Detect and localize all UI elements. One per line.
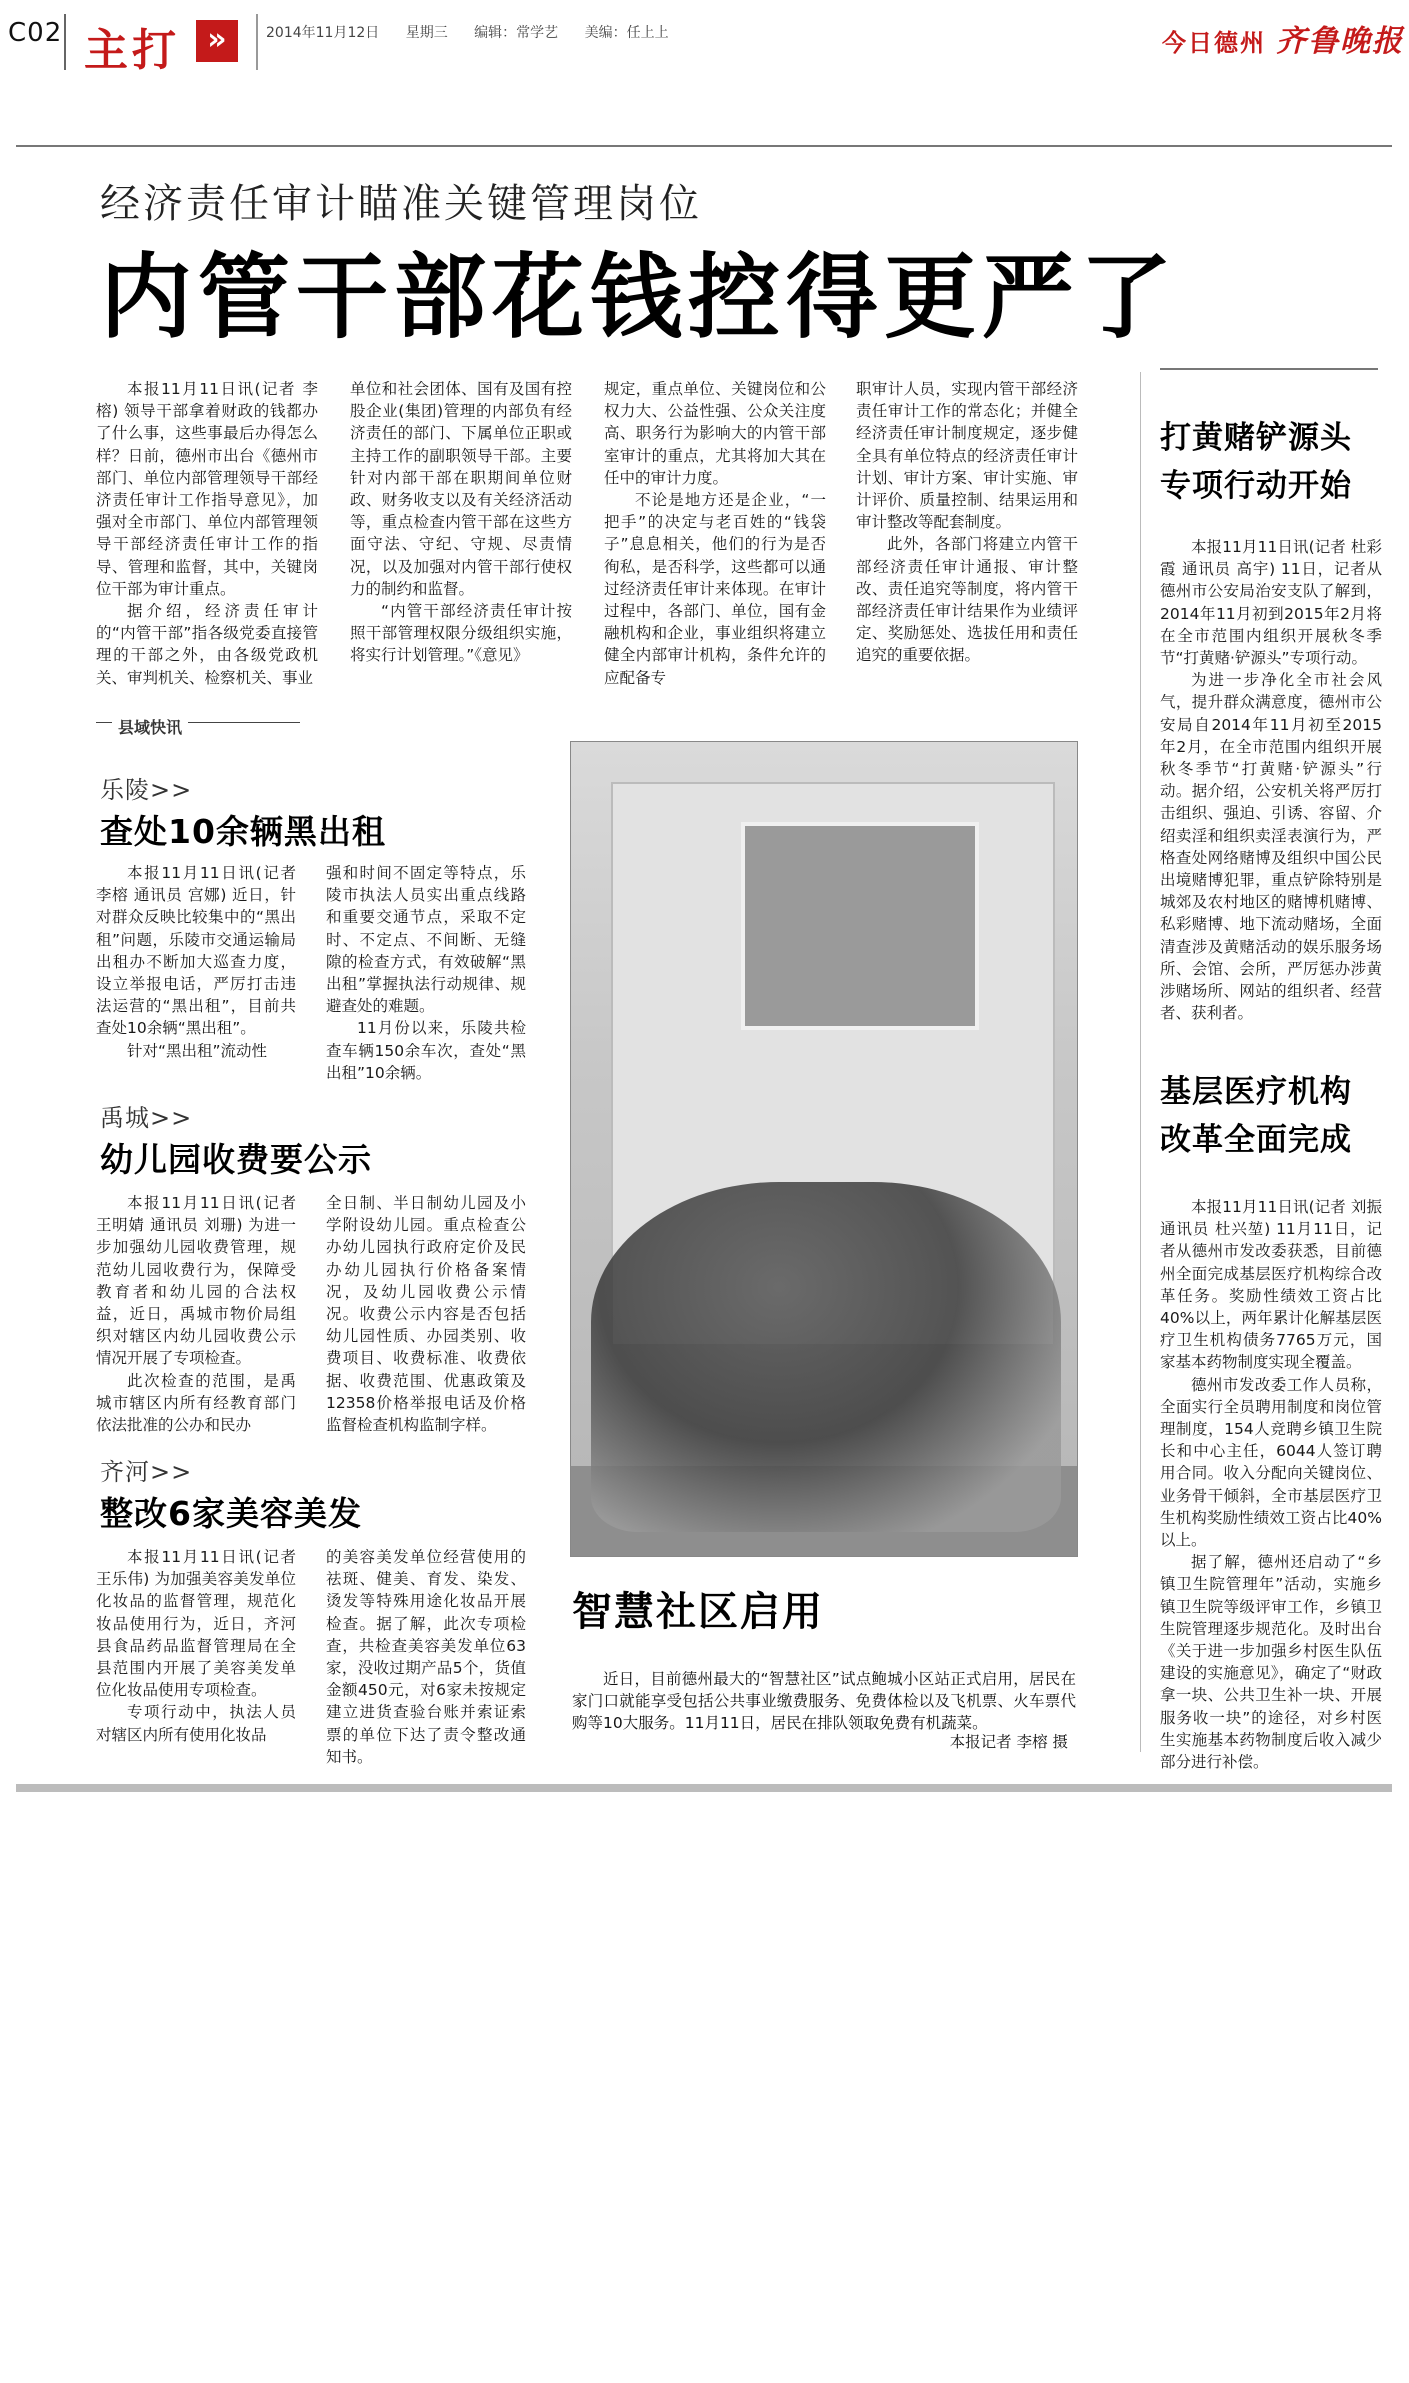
county-item-col-2 bbox=[326, 862, 526, 1084]
county-item-col-2 bbox=[326, 1546, 526, 1768]
county-paragraph: 专项行动中，执法人员对辖区内所有使用化妆品 bbox=[96, 1703, 296, 1744]
sidebar-story-1 bbox=[1160, 536, 1382, 1024]
newspaper-logo: 齐鲁晚报 bbox=[1276, 24, 1404, 59]
photo-caption-text: 近日，目前德州最大的“智慧社区”试点鲍城小区站正式启用，居民在家门口就能享受包括公共事业缴费服务、免费体检以及飞机票、火车票代购等10大服务。11月11日，居民在排队领取免费有机蔬菜。 bbox=[572, 1670, 1076, 1732]
bottom-rule bbox=[16, 1784, 1392, 1792]
sidebar-paragraph: 本报11月11日讯(记者 杜彩霞 通讯员 高宇) 11日，记者从德州市公安局治安支队了解到，2014年11月初到2015年2月将在全市范围内组织开展秋冬季节“打黄赌·铲源头”专项行动。 bbox=[1160, 538, 1382, 668]
county-paragraph: 针对“黑出租”流动性 bbox=[127, 1041, 268, 1060]
section-title: 主打 bbox=[84, 25, 180, 76]
county-item-city: 禹城>> bbox=[100, 1104, 193, 1132]
sidebar-headline-1 bbox=[1160, 414, 1352, 510]
issue-weekday: 星期三 bbox=[405, 25, 448, 41]
county-item-title: 查处10余辆黑出租 bbox=[100, 812, 386, 851]
county-news-label-text: 县域快讯 bbox=[112, 715, 188, 738]
sidebar-headline-line: 打黄赌铲源头 bbox=[1160, 420, 1352, 456]
county-paragraph: 本报11月11日讯(记者 李榕 通讯员 宫娜) 近日，针对群众反映比较集中的“黑出租”问题，乐陵市交通运输局出租办不断加大巡查力度，设立举报电话，严厉打击违法运营的“黑出租”，目前共查处10余辆“黑出租”。 bbox=[96, 864, 296, 1038]
header-divider-2 bbox=[256, 14, 258, 70]
sidebar-paragraph: 据了解，德州还启动了“乡镇卫生院管理年”活动，实施乡镇卫生院等级评审工作，乡镇卫生院管理逐步规范化。及时出台《关于进一步加强乡村医生队伍建设的实施意见》，确定了“财政拿一块、公共卫生补一块、开展服务收一块”的途径，对乡村医生实施基本药物制度后收入减少部分进行补偿。 bbox=[1160, 1553, 1382, 1772]
county-paragraph: 全日制、半日制幼儿园及小学附设幼儿园。重点检查公办幼儿园执行政府定价及民办幼儿园执行价格备案情况，及幼儿园收费公示情况。收费公示内容是否包括幼儿园性质、办园类别、收费项目、收费标准、收费依据、收费范围、优惠政策及12358价格举报电话及价格监督检查机构监制字样。 bbox=[326, 1194, 526, 1435]
sidebar-paragraph: 德州市发改委工作人员称，全面实行全员聘用制度和岗位管理制度，154人竞聘乡镇卫生院长和中心主任，6044人签订聘用合同。收入分配向关键岗位、业务骨干倾斜，全市基层医疗卫生机构奖励性绩效工资占比40%以上。 bbox=[1160, 1375, 1382, 1550]
issue-date: 2014年11月12日 bbox=[266, 25, 380, 41]
county-item-city: 齐河>> bbox=[100, 1458, 193, 1486]
county-item-col-1 bbox=[96, 862, 296, 1062]
brand bbox=[1162, 16, 1404, 60]
brand-edition: 今日德州 bbox=[1162, 29, 1266, 57]
double-chevron-icon: » bbox=[196, 20, 238, 62]
county-paragraph: 的美容美发单位经营使用的祛斑、健美、育发、染发、烫发等特殊用途化妆品开展检查。据了解，此次专项检查，共检查美容美发单位63家，没收过期产品5个，货值金额450元，对6家未按规定建立进货查验台账并索证索票的单位下达了责令整改通知书。 bbox=[326, 1548, 526, 1766]
county-paragraph: 本报11月11日讯(记者 王明婧 通讯员 刘珊) 为进一步加强幼儿园收费管理，规范幼儿园收费行为，保障受教育者和幼儿园的合法权益，近日，禹城市物价局组织对辖区内幼儿园收费公示情况开展了专项检查。 bbox=[96, 1194, 296, 1368]
community-photo bbox=[570, 741, 1078, 1557]
county-paragraph: 此次检查的范围，是禹城市辖区内所有经教育部门依法批准的公办和民办 bbox=[96, 1371, 296, 1435]
article-column-2 bbox=[350, 378, 572, 667]
county-item-col-1 bbox=[96, 1192, 296, 1436]
article-paragraph: 规定，重点单位、关键岗位和公权力大、公益性强、公众关注度高、职务行为影响大的内管干部室审计的重点，尤其将加大其在任中的审计力度。 bbox=[604, 380, 826, 487]
sidebar-headline-line: 基层医疗机构 bbox=[1160, 1074, 1352, 1110]
county-item-title: 整改6家美容美发 bbox=[100, 1494, 362, 1533]
article-paragraph: 据介绍，经济责任审计的“内管干部”指各级党委直接管理的干部之外，由各级党政机关、审判机关、检察机关、事业 bbox=[96, 602, 318, 687]
county-paragraph: 强和时间不固定等特点，乐陵市执法人员实出重点线路和重要交通节点，采取不定时、不定点、不间断、无缝隙的检查方式，有效破解“黑出租”掌握执法行动规律、规避查处的难题。 bbox=[326, 864, 526, 1016]
county-item-title: 幼儿园收费要公示 bbox=[100, 1140, 372, 1179]
county-paragraph: 本报11月11日讯(记者 王乐伟) 为加强美容美发单位化妆品的监督管理，规范化妆品使用行为，近日，齐河县食品药品监督管理局在全县范围内开展了美容美发单位化妆品使用专项检查。 bbox=[96, 1548, 296, 1700]
photo-caption bbox=[572, 1668, 1076, 1734]
article-paragraph: 不论是地方还是企业，“一把手”的决定与老百姓的“钱袋子”息息相关，他们的行为是否徇私，是否科学，这些都可以通过经济责任审计来体现。在审计过程中，各部门、单位，国有金融机构和企业，事业组织将建立健全内部审计机构，条件允许的应配备专 bbox=[604, 491, 826, 687]
county-paragraph: 11月份以来，乐陵共检查车辆150余车次，查处“黑出租”10余辆。 bbox=[326, 1019, 526, 1082]
photo-story-title: 智慧社区启用 bbox=[572, 1589, 824, 1635]
photo-window bbox=[741, 822, 979, 1030]
sidebar-headline-line: 专项行动开始 bbox=[1160, 468, 1352, 504]
article-paragraph: “内管干部经济责任审计按照干部管理权限分级组织实施，将实行计划管理。”《意见》 bbox=[350, 602, 572, 665]
county-item-col-2 bbox=[326, 1192, 526, 1436]
header-divider bbox=[64, 14, 66, 70]
article-column-3 bbox=[604, 378, 826, 689]
page-number: C02 bbox=[8, 18, 63, 48]
editor-credit: 编辑：常学艺 bbox=[474, 25, 559, 41]
article-paragraph: 单位和社会团体、国有及国有控股企业(集团)管理的内部负有经济责任的部门、下属单位正职或主持工作的副职领导干部。主要针对内部干部在职期间单位财政、财务收支以及有关经济活动等，重点检查内管干部在这些方面守法、守纪、守规、尽责情况，以及加强对内管干部行使权力的制约和监督。 bbox=[350, 380, 572, 598]
article-paragraph: 此外，各部门将建立内管干部经济责任审计通报、审计整改、责任追究等制度，将内管干部经济责任审计结果作为业绩评定、奖励惩处、选拔任用和责任追究的重要依据。 bbox=[856, 535, 1078, 665]
sidebar-story-2 bbox=[1160, 1196, 1382, 1773]
header-rule bbox=[16, 145, 1392, 147]
county-item-col-1 bbox=[96, 1546, 296, 1746]
article-paragraph: 职审计人员，实现内管干部经济责任审计工作的常态化；并健全经济责任审计制度规定，逐步健全具有单位特点的经济责任审计计划、审计方案、审计实施、审计评价、质量控制、结果运用和审计整改等配套制度。 bbox=[856, 380, 1078, 532]
sidebar-divider bbox=[1140, 372, 1141, 1752]
sidebar-headline-2 bbox=[1160, 1068, 1352, 1164]
designer-credit: 美编：任上上 bbox=[584, 25, 669, 41]
photo-crowd bbox=[591, 1182, 1061, 1532]
article-kicker: 经济责任审计瞄准关键管理岗位 bbox=[100, 181, 702, 227]
article-headline: 内管干部花钱控得更严了 bbox=[100, 244, 1179, 351]
county-item-city: 乐陵>> bbox=[100, 776, 193, 804]
sidebar-headline-line: 改革全面完成 bbox=[1160, 1122, 1352, 1158]
county-news-label bbox=[96, 718, 300, 745]
article-paragraph: 本报11月11日讯(记者 李榕) 领导干部拿着财政的钱都办了什么事，这些事最后办得怎么样？日前，德州市出台《德州市部门、单位内部管理领导干部经济责任审计工作指导意见》，加强对全市部门、单位内部管理领导干部经济责任审计工作的指导、管理和监督，其中，关键岗位干部为审计重点。 bbox=[96, 380, 318, 598]
sidebar-paragraph: 为进一步净化全市社会风气，提升群众满意度，德州市公安局自2014年11月初至2015年2月，在全市范围内组织开展秋冬季节“打黄赌·铲源头”行动。据介绍，公安机关将严厉打击组织、强迫、引诱、容留、介绍卖淫和组织卖淫表演行为，严格查处网络赌博及组织中国公民出境赌博犯罪，重点铲除特别是城郊及农村地区的赌博机赌博、私彩赌博、地下流动赌场，全面清查涉及黄赌活动的娱乐服务场所、会馆、会所，严厉惩办涉黄涉赌场所、网站的组织者、经营者、获利者。 bbox=[1160, 671, 1382, 1023]
header-meta bbox=[266, 22, 691, 42]
article-column-1 bbox=[96, 378, 318, 689]
sidebar-rule bbox=[1160, 368, 1378, 370]
article-column-4 bbox=[856, 378, 1078, 667]
photo-credit: 本报记者 李榕 摄 bbox=[949, 1733, 1068, 1751]
sidebar-paragraph: 本报11月11日讯(记者 刘振 通讯员 杜兴堃) 11月11日，记者从德州市发改委获悉，目前德州全面完成基层医疗机构综合改革任务。奖励性绩效工资占比40%以上，两年累计化解基层医疗卫生机构债务7765万元，国家基本药物制度实现全覆盖。 bbox=[1160, 1198, 1382, 1372]
